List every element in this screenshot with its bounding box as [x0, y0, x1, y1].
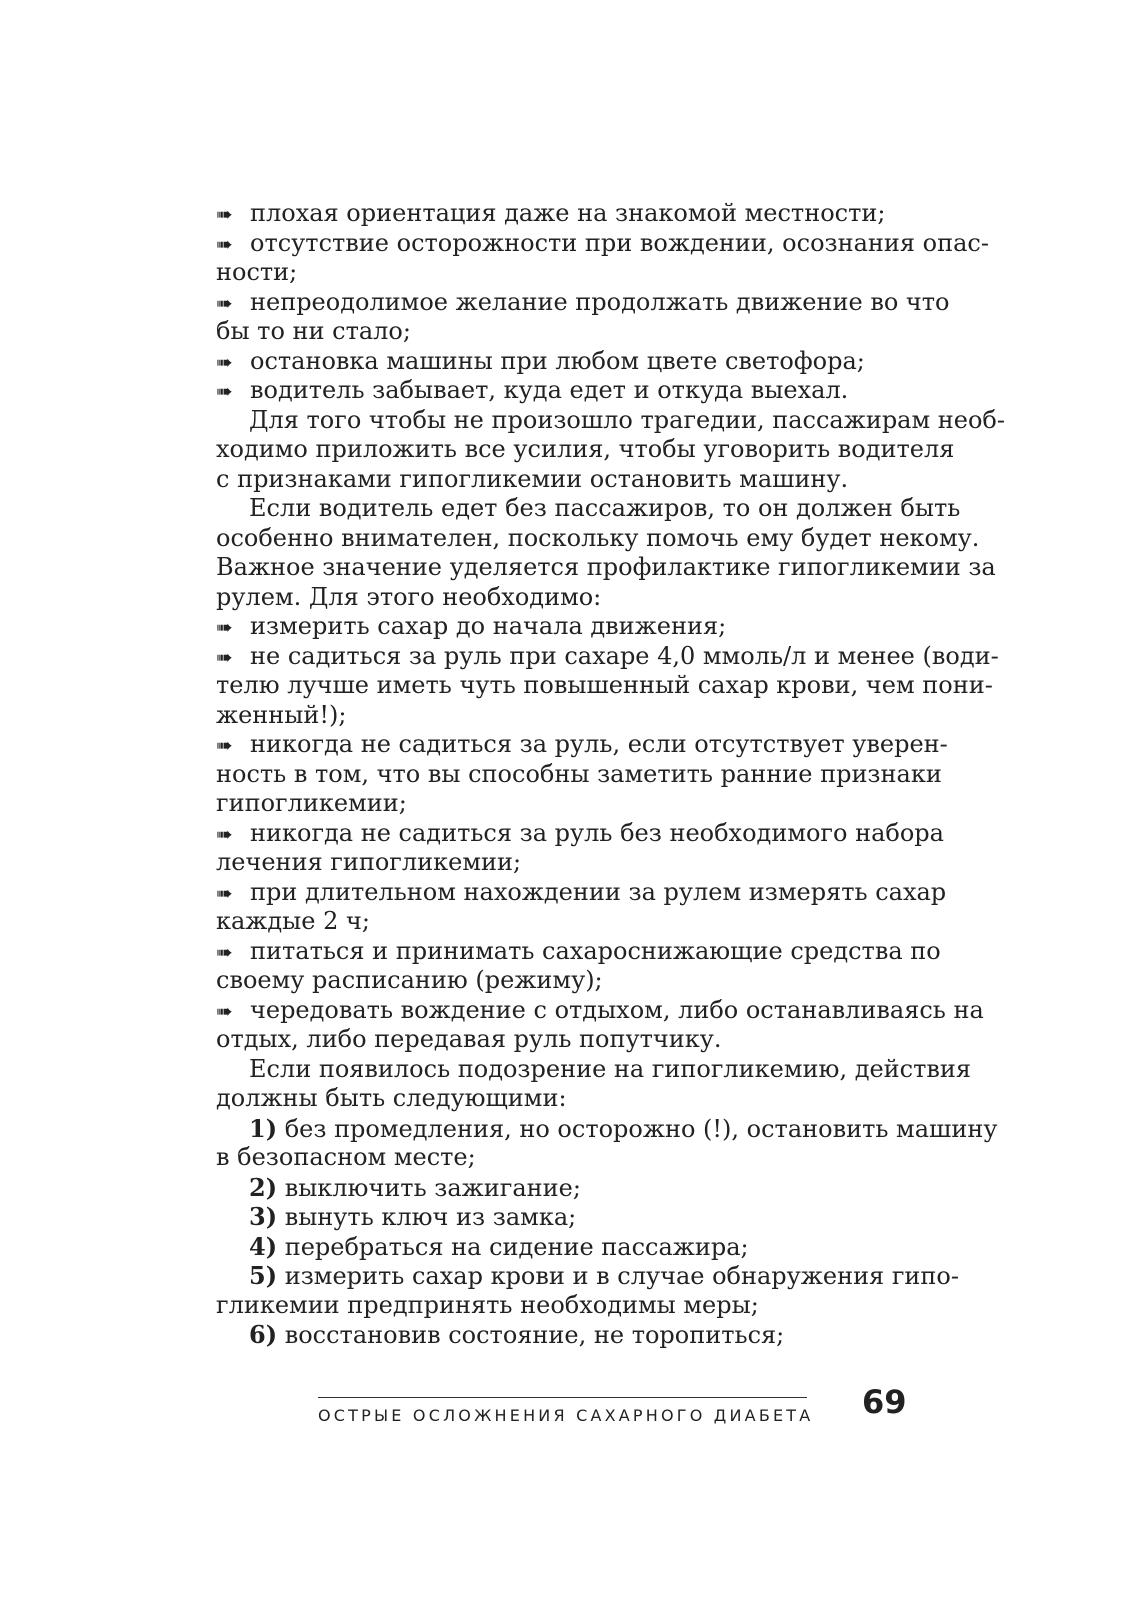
- text-line: [216, 583, 906, 613]
- line-text: лечения гипогликемии;: [216, 848, 522, 876]
- list-item: [216, 641, 999, 672]
- line-text: бы то ни стало;: [216, 317, 411, 345]
- line-text: рулем. Для этого необходимо:: [216, 582, 602, 611]
- text-line: [216, 1291, 906, 1321]
- text-line: [216, 848, 906, 878]
- numbered-step: [216, 1261, 959, 1291]
- arrow-bullet-icon: ➠: [216, 231, 233, 256]
- list-item: [216, 995, 984, 1026]
- line-text: питаться и принимать сахароснижающие средства по: [250, 936, 941, 965]
- step-number: 3): [249, 1202, 278, 1231]
- line-text: вынуть ключ из замка;: [277, 1203, 577, 1231]
- list-item: [216, 287, 950, 318]
- list-item: [216, 376, 906, 406]
- line-text: каждые 2 ч;: [216, 907, 370, 935]
- arrow-bullet-icon: ➠: [216, 644, 233, 669]
- page-body: [216, 199, 1005, 1350]
- numbered-step: [216, 1173, 906, 1203]
- text-line: [216, 1143, 906, 1173]
- line-text: измерить сахар крови и в случае обнаружения гипо-: [277, 1262, 959, 1290]
- text-line: [216, 671, 993, 701]
- line-text: должны быть следующими:: [216, 1084, 567, 1112]
- arrow-bullet-icon: ➠: [216, 998, 233, 1023]
- line-text: измерить сахар до начала движения;: [250, 612, 727, 640]
- line-text: Для того чтобы не произошло трагедии, пассажирам необ-: [249, 405, 1005, 434]
- text-line: [216, 907, 906, 937]
- numbered-step: [216, 1232, 906, 1262]
- list-item: [216, 936, 941, 967]
- text-line: [216, 494, 961, 524]
- numbered-step: [216, 1113, 998, 1144]
- line-text: выключить зажигание;: [277, 1173, 581, 1202]
- line-text: чередовать вождение с отдыхом, либо останавливаясь на: [250, 995, 984, 1024]
- arrow-bullet-icon: ➠: [216, 615, 233, 639]
- list-item: [216, 612, 906, 642]
- text-line: [216, 553, 996, 583]
- line-text: Важное значение уделяется профилактике гипогликемии за: [216, 553, 996, 581]
- line-text: никогда не садиться за руль, если отсутствует уверен-: [250, 730, 948, 758]
- line-text: Если появилось подозрение на гипогликемию, действия: [249, 1054, 972, 1083]
- line-text: особенно внимателен, поскольку помочь ему будет некому.: [216, 523, 980, 552]
- line-text: ности;: [216, 258, 298, 286]
- text-line: [216, 701, 906, 731]
- line-text: непреодолимое желание продолжать движение во что: [250, 287, 950, 316]
- running-title: ОСТРЫЕ ОСЛОЖНЕНИЯ САХАРНОГО ДИАБЕТА: [318, 1406, 814, 1425]
- text-line: [216, 759, 942, 790]
- text-line: [216, 966, 906, 996]
- page-number: 69: [862, 1383, 907, 1421]
- line-text: ходимо приложить все усилия, чтобы уговорить водителя: [216, 435, 955, 463]
- text-line: [216, 435, 955, 465]
- arrow-bullet-icon: ➠: [216, 290, 233, 315]
- step-number: 4): [249, 1231, 278, 1261]
- line-text: женный!);: [216, 700, 347, 729]
- step-number: 2): [249, 1172, 278, 1202]
- line-text: никогда не садиться за руль без необходимого набора: [250, 818, 944, 847]
- step-number: 1): [249, 1113, 278, 1143]
- line-text: своему расписанию (режиму);: [216, 966, 603, 994]
- line-text: гипогликемии;: [216, 789, 407, 817]
- line-text: ность в том, что вы способны заметить ранние признаки: [216, 759, 942, 788]
- line-text: водитель забывает, куда едет и откуда выехал.: [250, 376, 849, 404]
- line-text: без промедления, но осторожно (!), остановить машину: [277, 1114, 998, 1143]
- line-text: не садиться за руль при сахаре 4,0 ммоль/л и менее (води-: [250, 641, 999, 670]
- arrow-bullet-icon: ➠: [216, 733, 233, 757]
- line-text: отдых, либо передавая руль попутчику.: [216, 1025, 722, 1053]
- text-line: [216, 1025, 906, 1055]
- step-number: 6): [249, 1320, 278, 1349]
- text-line: [216, 1054, 972, 1085]
- numbered-step: [216, 1320, 906, 1350]
- arrow-bullet-icon: ➠: [216, 379, 233, 403]
- line-text: остановка машины при любом цвете светофора;: [250, 346, 865, 375]
- arrow-bullet-icon: ➠: [216, 880, 233, 905]
- line-text: при длительном нахождении за рулем измерять сахар: [250, 877, 947, 906]
- text-line: [216, 405, 1005, 436]
- list-item: [216, 730, 948, 760]
- list-item: [216, 199, 906, 229]
- line-text: гликемии предпринять необходимы меры;: [216, 1290, 759, 1319]
- line-text: перебраться на сидение пассажира;: [277, 1232, 749, 1261]
- text-line: [216, 258, 906, 288]
- arrow-bullet-icon: ➠: [216, 939, 233, 964]
- line-text: с признаками гипогликемии остановить машину.: [216, 464, 849, 493]
- list-item: [216, 228, 989, 259]
- list-item: [216, 877, 947, 908]
- line-text: плохая ориентация даже на знакомой местности;: [250, 199, 886, 227]
- line-text: Если водитель едет без пассажиров, то он должен быть: [249, 494, 961, 522]
- list-item: [216, 818, 944, 849]
- list-item: [216, 347, 906, 377]
- footer-rule: [318, 1397, 807, 1398]
- arrow-bullet-icon: ➠: [216, 202, 233, 226]
- text-line: [216, 523, 980, 554]
- numbered-step: [216, 1202, 906, 1232]
- line-text: телю лучше иметь чуть повышенный сахар крови, чем пони-: [216, 671, 993, 699]
- line-text: в безопасном месте;: [216, 1143, 476, 1171]
- text-line: [216, 317, 906, 347]
- text-line: [216, 1084, 906, 1114]
- line-text: отсутствие осторожности при вождении, осознания опас-: [250, 228, 989, 257]
- step-number: 5): [249, 1261, 278, 1290]
- text-line: [216, 465, 906, 495]
- arrow-bullet-icon: ➠: [216, 349, 233, 374]
- arrow-bullet-icon: ➠: [216, 821, 233, 846]
- line-text: восстановив состояние, не торопиться;: [277, 1321, 785, 1349]
- text-line: [216, 789, 906, 819]
